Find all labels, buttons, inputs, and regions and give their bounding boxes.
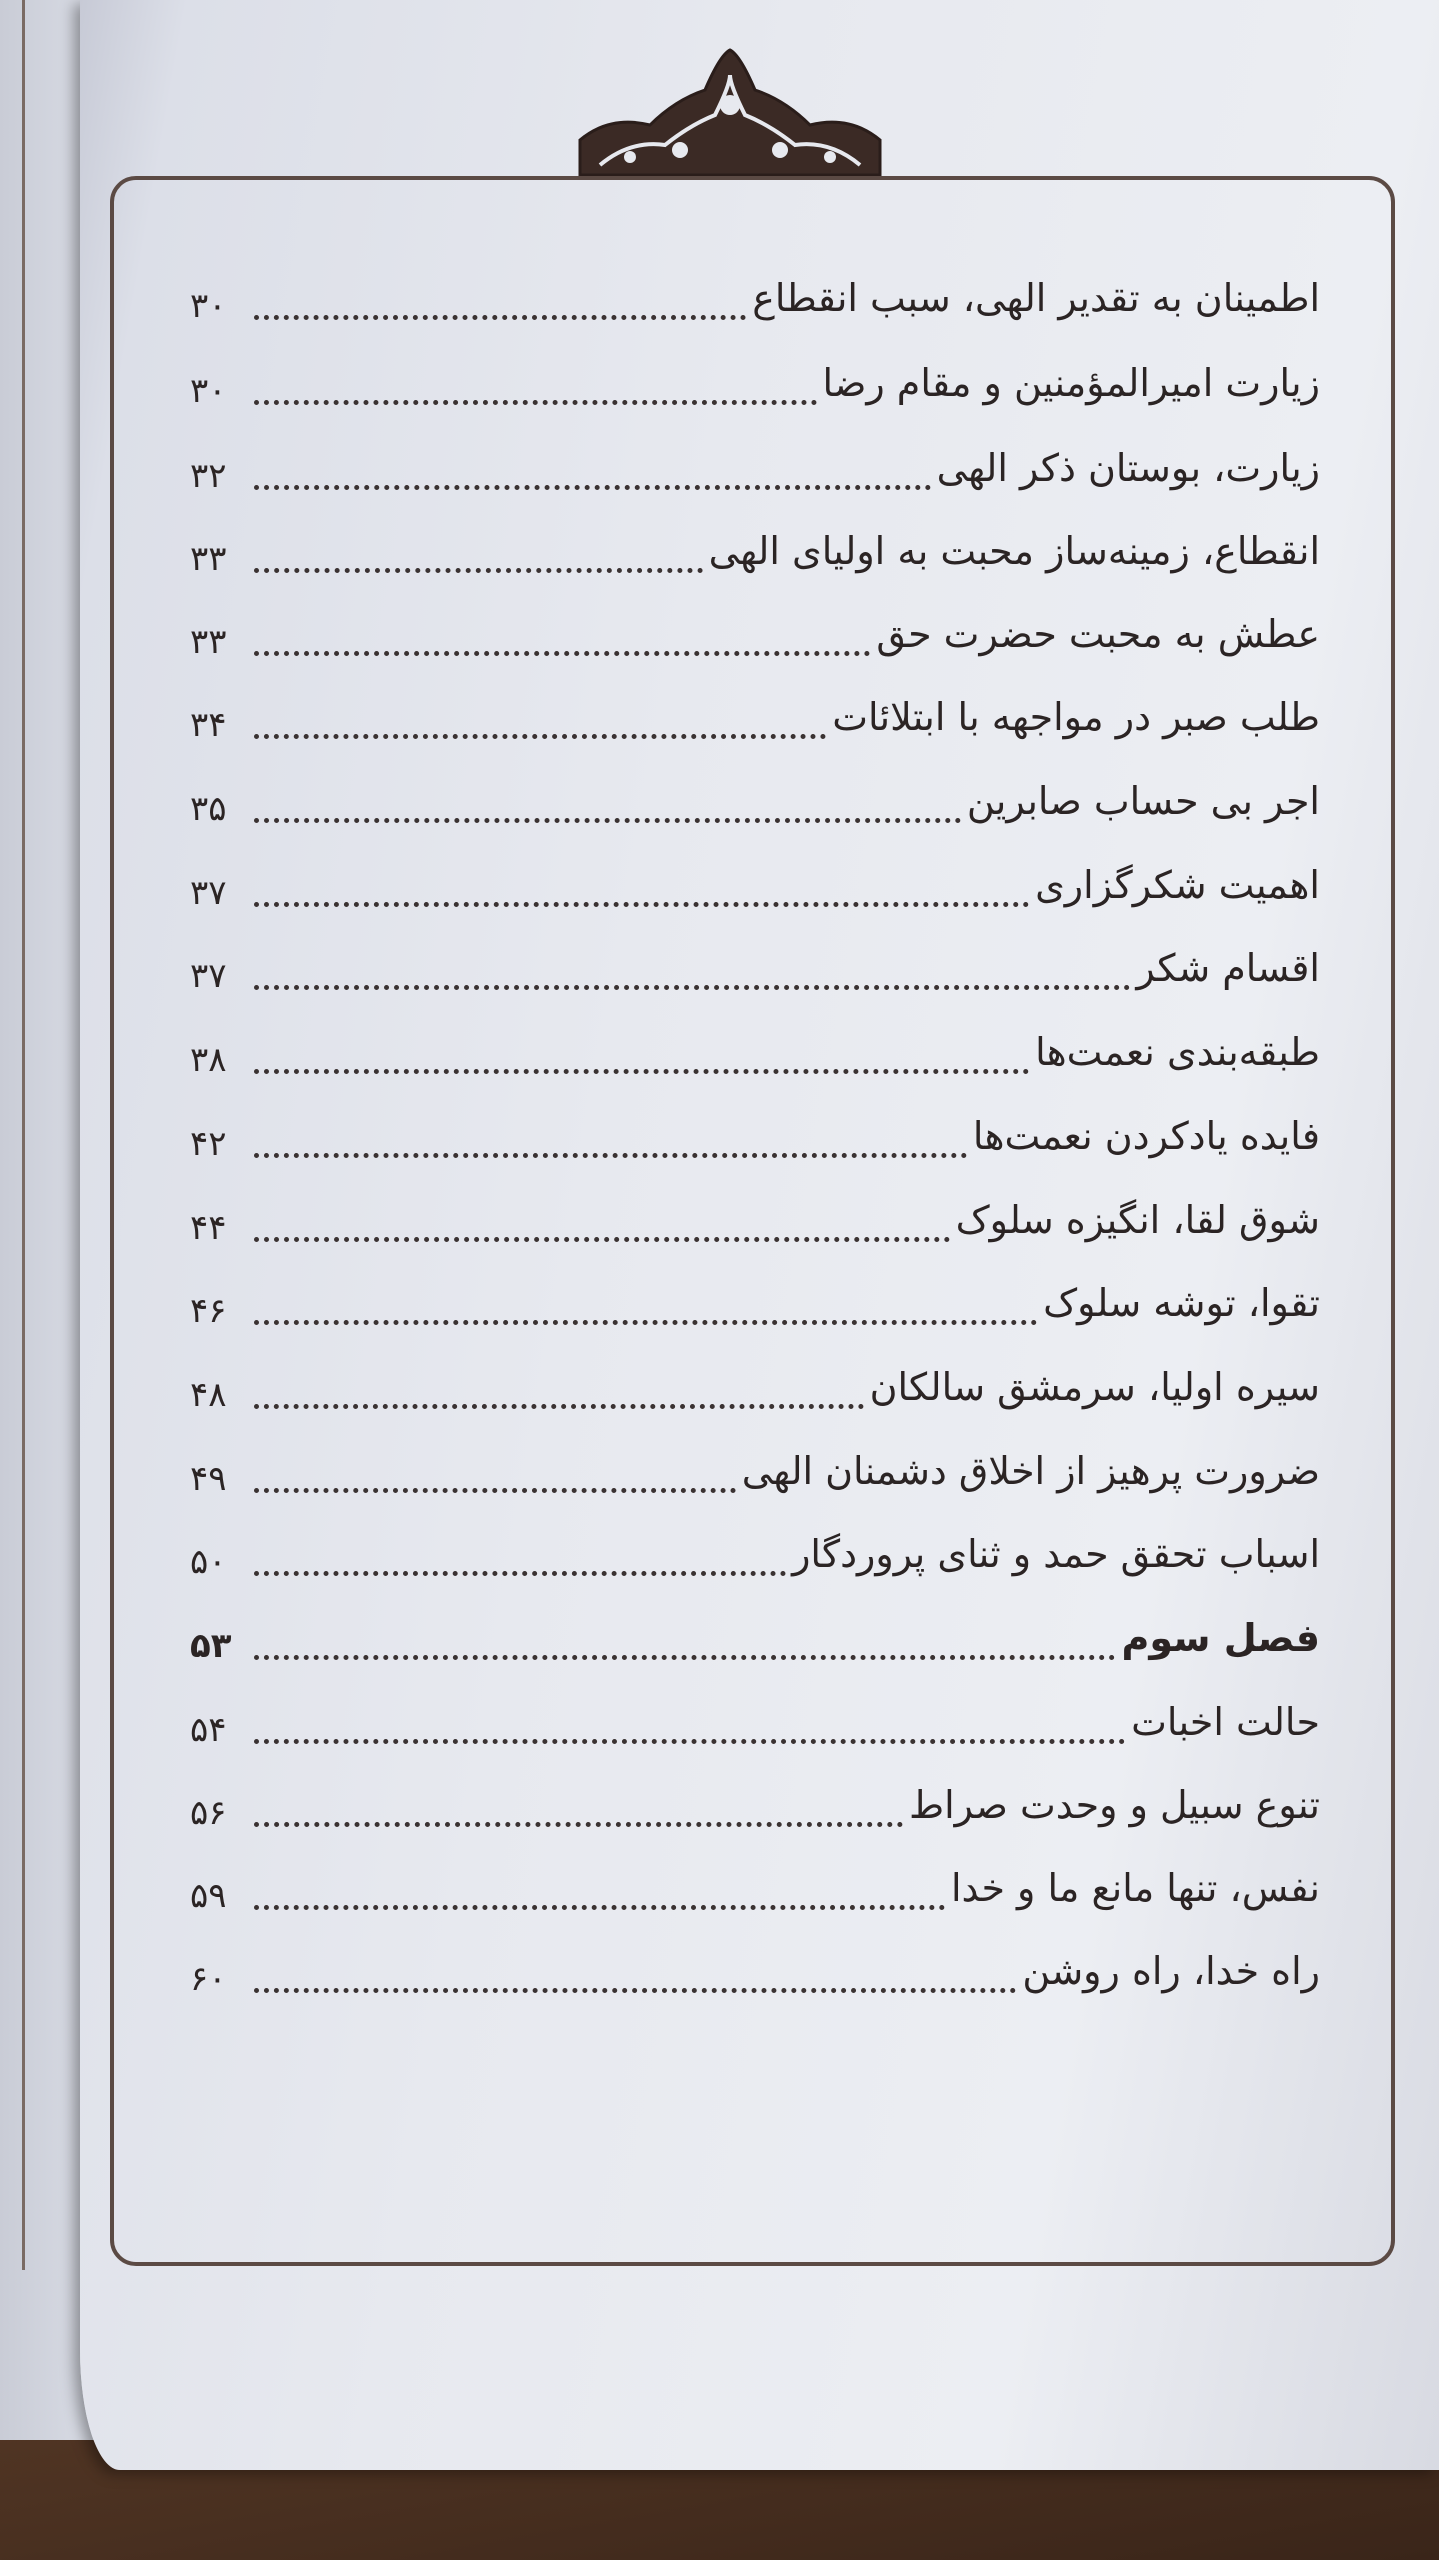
- toc-entry-page-number: ۳۳: [190, 622, 227, 662]
- toc-entry: [190, 1590, 1320, 1666]
- toc-entry-title: تقوا، توشه سلوک: [1043, 1281, 1320, 1325]
- toc-entry-title: عطش به محبت حضرت حق: [876, 612, 1320, 656]
- toc-entry-title: تنوع سبیل و وحدت صراط: [908, 1783, 1320, 1827]
- toc-entry-title: طلب صبر در مواجهه با ابتلائات: [832, 695, 1320, 739]
- toc-entry-title: زیارت امیرالمؤمنین و مقام رضا: [822, 361, 1320, 405]
- toc-entry-title: فایده یادکردن نعمت‌ها: [972, 1114, 1320, 1158]
- left-page-frame-rule: [0, 0, 25, 2270]
- toc-entry: [190, 1088, 1320, 1164]
- toc-entry-page-number: ۳۰: [190, 286, 227, 326]
- toc-entry: [190, 1423, 1320, 1499]
- toc-entry-page-number: ۳۷: [190, 956, 227, 996]
- toc-entry-page-number: ۳۳: [190, 539, 227, 579]
- toc-entry-title: اسباب تحقق حمد و ثنای پروردگار: [792, 1532, 1320, 1576]
- toc-leader-dots: [254, 1488, 736, 1493]
- toc-entry: [190, 586, 1320, 662]
- toc-leader-dots: [254, 568, 703, 573]
- toc-entry: [190, 1674, 1320, 1750]
- toc-entry: [190, 1172, 1320, 1248]
- toc-entry-title: راه خدا، راه روشن: [1022, 1949, 1320, 1993]
- toc-leader-dots: [254, 1153, 967, 1158]
- toc-leader-dots: [254, 1655, 1115, 1660]
- toc-leader-dots: [254, 1237, 950, 1242]
- toc-leader-dots: [254, 1571, 786, 1576]
- toc-entry: [190, 1757, 1320, 1833]
- toc-entry: [190, 920, 1320, 996]
- toc-entry-page-number: ۳۴: [190, 705, 227, 745]
- toc-entry-page-number: ۵۴: [190, 1710, 227, 1750]
- toc-entry-title: سیره اولیا، سرمشق سالکان: [869, 1365, 1320, 1409]
- toc-leader-dots: [254, 400, 817, 405]
- toc-entry-page-number: ۳۵: [190, 789, 227, 829]
- toc-entry-page-number: ۳۸: [190, 1040, 227, 1080]
- toc-entry-title: اهمیت شکرگزاری: [1035, 863, 1320, 907]
- toc-leader-dots: [254, 651, 870, 656]
- toc-entry-title: اجر بی حساب صابرین: [966, 779, 1320, 823]
- toc-leader-dots: [254, 1988, 1016, 1993]
- toc-leader-dots: [254, 1069, 1029, 1074]
- toc-leader-dots: [254, 734, 826, 739]
- toc-entry: [190, 420, 1320, 496]
- toc-entry-title: ضرورت پرهیز از اخلاق دشمنان الهی: [741, 1449, 1320, 1493]
- toc-entry-title: طبقه‌بندی نعمت‌ها: [1035, 1030, 1320, 1074]
- ornament-icon: [570, 45, 890, 180]
- toc-leader-dots: [254, 315, 746, 320]
- toc-entry-page-number: ۵۹: [190, 1876, 227, 1916]
- toc-entry-page-number: ۶۰: [190, 1959, 227, 1999]
- toc-entry-page-number: ۴۴: [190, 1208, 227, 1248]
- table-of-contents: [190, 250, 1320, 2140]
- toc-entry-page-number: ۳۰: [190, 371, 227, 411]
- toc-entry-page-number: ۴۸: [190, 1375, 227, 1415]
- toc-entry-title: حالت اخبات: [1131, 1700, 1320, 1744]
- toc-entry-title: اطمینان به تقدیر الهی، سبب انقطاع: [752, 276, 1320, 320]
- toc-entry: [190, 1255, 1320, 1331]
- toc-leader-dots: [254, 985, 1130, 990]
- toc-entry-page-number: ۵۳: [190, 1626, 232, 1666]
- toc-leader-dots: [254, 902, 1029, 907]
- toc-entry-title: زیارت، بوستان ذکر الهی: [936, 446, 1320, 490]
- toc-entry-title: انقطاع، زمینه‌ساز محبت به اولیای الهی: [708, 529, 1320, 573]
- toc-entry: [190, 1339, 1320, 1415]
- toc-entry-page-number: ۵۶: [190, 1793, 227, 1833]
- toc-leader-dots: [254, 1822, 903, 1827]
- toc-entry-title: اقسام شکر: [1136, 946, 1320, 990]
- toc-entry-page-number: ۳۲: [190, 456, 227, 496]
- toc-entry-page-number: ۴۶: [190, 1291, 227, 1331]
- toc-entry: [190, 1004, 1320, 1080]
- toc-leader-dots: [254, 1404, 864, 1409]
- toc-entry: [190, 1840, 1320, 1916]
- toc-leader-dots: [254, 1739, 1125, 1744]
- toc-entry: [190, 1506, 1320, 1582]
- toc-entry-page-number: ۴۲: [190, 1124, 227, 1164]
- toc-entry-page-number: ۳۷: [190, 873, 227, 913]
- toc-entry-title: شوق لقا، انگیزه سلوک: [955, 1198, 1320, 1242]
- toc-entry: [190, 335, 1320, 411]
- toc-leader-dots: [254, 1320, 1037, 1325]
- toc-leader-dots: [254, 1905, 945, 1910]
- toc-entry: [190, 669, 1320, 745]
- toc-entry: [190, 753, 1320, 829]
- toc-leader-dots: [254, 818, 961, 823]
- toc-entry: [190, 503, 1320, 579]
- toc-entry-page-number: ۴۹: [190, 1459, 227, 1499]
- toc-entry-title: نفس، تنها مانع ما و خدا: [950, 1866, 1320, 1910]
- toc-entry-page-number: ۵۰: [190, 1542, 227, 1582]
- toc-leader-dots: [254, 485, 931, 490]
- toc-entry: [190, 250, 1320, 326]
- toc-entry: [190, 837, 1320, 913]
- toc-entry-title: فصل سوم: [1121, 1616, 1320, 1660]
- toc-entry: [190, 1923, 1320, 1999]
